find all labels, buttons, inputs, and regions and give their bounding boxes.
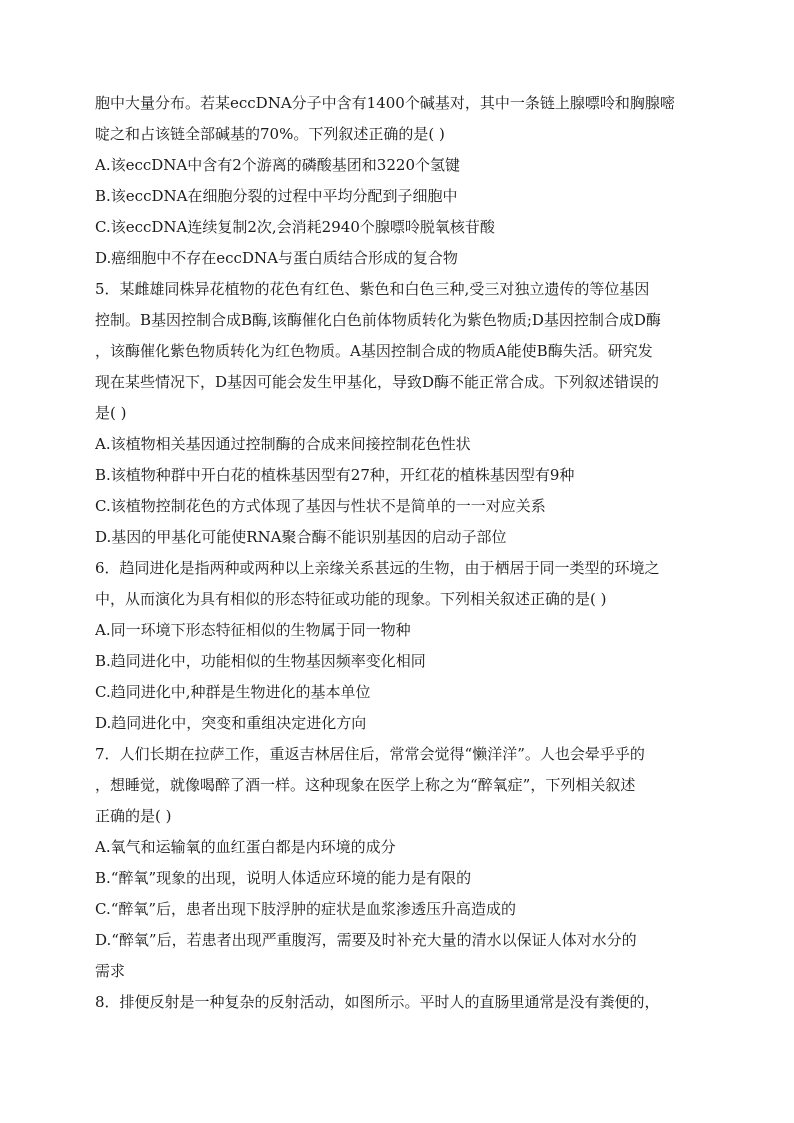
text-line: 现在某些情况下，D基因可能会发生甲基化，导致D酶不能正常合成。下列叙述错误的	[95, 373, 660, 391]
question-7: 7．人们长期在拉萨工作，重返吉林居住后，常常会觉得“懒洋洋”。人也会晕乎乎的	[95, 745, 645, 763]
option-a: A.氧气和运输氧的血红蛋白都是内环境的成分	[95, 838, 396, 856]
option-c: C.该eccDNA连续复制2次,会消耗2940个腺嘌呤脱氧核苷酸	[95, 218, 495, 236]
option-c: C.“醉氧”后，患者出现下肢浮肿的症状是血浆渗透压升高造成的	[95, 900, 517, 918]
option-c: C.趋同进化中,种群是生物进化的基本单位	[95, 683, 371, 701]
option-b: B.该eccDNA在细胞分裂的过程中平均分配到子细胞中	[95, 187, 458, 205]
text-line: 中，从而演化为具有相似的形态特征或功能的现象。下列相关叙述正确的是( )	[95, 590, 607, 608]
option-b: B.“醉氧”现象的出现，说明人体适应环境的能力是有限的	[95, 869, 472, 887]
question-5: 5．某雌雄同株异花植物的花色有红色、紫色和白色三种,受三对独立遗传的等位基因	[95, 280, 650, 298]
option-a: A.该植物相关基因通过控制酶的合成来间接控制花色性状	[95, 435, 471, 453]
text-line: 胞中大量分布。若某eccDNA分子中含有1400个碱基对，其中一条链上腺嘌呤和胸腺嘧	[95, 94, 675, 112]
option-d: D.癌细胞中不存在eccDNA与蛋白质结合形成的复合物	[95, 249, 458, 267]
question-8: 8．排便反射是一种复杂的反射活动，如图所示。平时人的直肠里通常是没有粪便的，	[95, 993, 660, 1011]
option-a: A.该eccDNA中含有2个游离的磷酸基团和3220个氢键	[95, 156, 460, 174]
option-b: B.趋同进化中，功能相似的生物基因频率变化相同	[95, 652, 426, 670]
option-b: B.该植物种群中开白花的植株基因型有27种，开红花的植株基因型有9种	[95, 466, 575, 484]
text-line: 需求	[95, 962, 126, 980]
text-line: 是( )	[95, 404, 127, 422]
text-line: ，该酶催化紫色物质转化为红色物质。A基因控制合成的物质A能使B酶失活。研究发	[95, 342, 653, 360]
option-c: C.该植物控制花色的方式体现了基因与性状不是简单的一一对应关系	[95, 497, 546, 515]
option-d: D.基因的甲基化可能使RNA聚合酶不能识别基因的启动子部位	[95, 528, 507, 546]
text-line: 啶之和占该链全部碱基的70%。下列叙述正确的是( )	[95, 125, 445, 143]
option-a: A.同一环境下形态特征相似的生物属于同一物种	[95, 621, 411, 639]
text-line: 控制。B基因控制合成B酶,该酶催化白色前体物质转化为紫色物质;D基因控制合成D酶	[95, 311, 661, 329]
question-6: 6．趋同进化是指两种或两种以上亲缘关系甚远的生物，由于栖居于同一类型的环境之	[95, 559, 660, 577]
text-line: 正确的是( )	[95, 807, 172, 825]
text-line: ，想睡觉，就像喝醉了酒一样。这种现象在医学上称之为“醉氧症”，下列相关叙述	[95, 776, 636, 794]
option-d: D.趋同进化中，突变和重组决定进化方向	[95, 714, 367, 732]
option-d: D.“醉氧”后，若患者出现严重腹泻，需要及时补充大量的清水以保证人体对水分的	[95, 931, 637, 949]
document-page	[95, 88, 700, 1018]
